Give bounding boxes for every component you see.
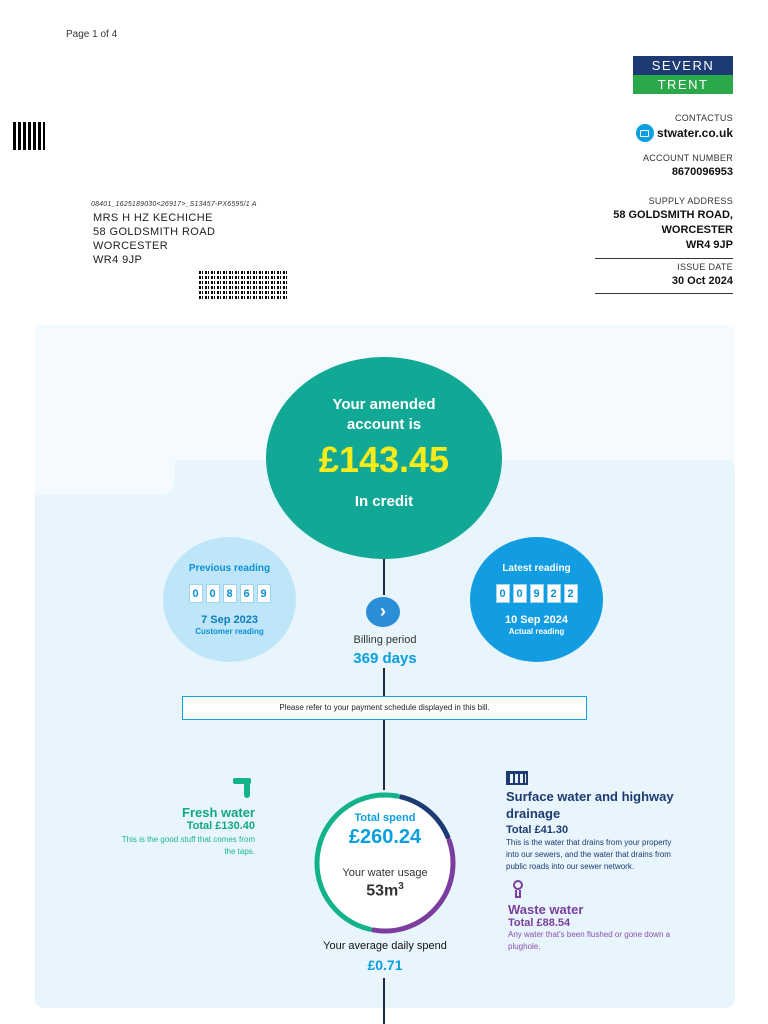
- water-usage-unit-power: 3: [398, 881, 404, 892]
- account-balance-circle: [266, 357, 502, 559]
- chevron-right-icon: ›: [366, 597, 400, 627]
- datamatrix-code: [13, 122, 45, 150]
- supply-address-label: SUPPLY ADDRESS: [648, 196, 733, 206]
- contact-label: CONTACTUS: [674, 113, 733, 123]
- contact-website[interactable]: [636, 124, 733, 142]
- description-line: Any water that's been flushed or gone down a: [508, 930, 671, 939]
- waste-water-section: [508, 880, 733, 953]
- fresh-water-total: Total £130.40: [186, 820, 255, 832]
- mailing-reference-code: 08401_1625189030<26917>_S13457-PX6595/1 A: [91, 201, 257, 208]
- meter-digit: 0: [189, 584, 203, 603]
- divider: [595, 258, 733, 259]
- meter-digit: 8: [223, 584, 237, 603]
- address-line: WORCESTER: [93, 240, 169, 252]
- title-line: drainage: [506, 806, 561, 821]
- customer-address: [93, 211, 215, 267]
- meter-digit: 9: [257, 584, 271, 603]
- fresh-water-description: [122, 834, 255, 858]
- meter-digit: 2: [564, 584, 578, 603]
- divider: [595, 293, 733, 294]
- timeline-line: [383, 668, 385, 696]
- postal-barcode: [199, 271, 287, 301]
- previous-reading-digits: [163, 584, 296, 603]
- balance-heading-line: account is: [346, 416, 422, 433]
- toilet-icon: [511, 880, 525, 900]
- surface-water-section: [506, 771, 731, 873]
- address-line: WR4 9JP: [93, 254, 143, 266]
- meter-digit: 6: [240, 584, 254, 603]
- spend-donut-ring: [310, 788, 460, 938]
- water-usage-label: Your water usage: [342, 867, 428, 879]
- fresh-water-title: Fresh water: [182, 805, 255, 820]
- page-number: Page 1 of 4: [66, 29, 118, 40]
- balance-status: In credit: [354, 493, 414, 510]
- surface-water-description: [506, 837, 731, 873]
- panel-notch: [35, 325, 175, 495]
- spend-donut: [310, 788, 460, 938]
- issue-date: 30 Oct 2024: [671, 275, 733, 287]
- previous-reading-type: Customer reading: [195, 627, 264, 636]
- meter-digit: 9: [530, 584, 544, 603]
- billing-period-label: Billing period: [353, 634, 417, 646]
- meter-digit: 2: [547, 584, 561, 603]
- address-line: MRS H HZ KECHICHE: [93, 212, 213, 224]
- billing-period-value: 369 days: [353, 650, 417, 667]
- issue-date-label: ISSUE DATE: [677, 262, 733, 272]
- latest-reading-type: Actual reading: [508, 627, 565, 636]
- previous-reading-circle: [163, 537, 296, 662]
- water-usage-value: [310, 881, 460, 900]
- waste-water-total: Total £88.54: [508, 917, 571, 929]
- previous-reading-title: Previous reading: [188, 563, 271, 574]
- total-spend-label: Total spend: [354, 812, 416, 824]
- average-daily-spend-value: £0.71: [367, 957, 403, 973]
- severn-trent-logo: [633, 56, 733, 94]
- meter-digit: 0: [206, 584, 220, 603]
- drain-icon: [506, 771, 528, 785]
- meter-digit: 0: [513, 584, 527, 603]
- address-line: 58 GOLDSMITH ROAD: [93, 226, 216, 238]
- average-daily-spend-label: Your average daily spend: [323, 940, 447, 952]
- balance-heading-line: Your amended: [332, 396, 436, 413]
- description-line: into our sewers, and the water that drains from: [506, 850, 671, 859]
- latest-reading-date: 10 Sep 2024: [505, 614, 568, 626]
- timeline-line: [383, 555, 385, 595]
- account-number-label: ACCOUNT NUMBER: [642, 153, 733, 163]
- description-line: This is the good stuff that comes from: [121, 835, 255, 844]
- description-line: the taps.: [224, 847, 255, 856]
- balance-heading: [266, 395, 502, 435]
- payment-schedule-notice: Please refer to your payment schedule displayed in this bill.: [182, 696, 587, 720]
- supply-address: [613, 208, 733, 253]
- supply-address-line: 58 GOLDSMITH ROAD,: [613, 209, 733, 221]
- water-usage-number: 53m: [366, 882, 399, 900]
- description-line: This is the water that drains from your property: [506, 838, 672, 847]
- logo-line-2: TRENT: [633, 75, 733, 94]
- latest-reading-digits: [470, 584, 603, 603]
- timeline-line: [383, 720, 385, 790]
- previous-reading-date: 7 Sep 2023: [201, 614, 258, 626]
- logo-line-1: SEVERN: [633, 56, 733, 75]
- timeline-line: [383, 978, 385, 1024]
- balance-amount: £143.45: [318, 439, 450, 480]
- waste-water-title: Waste water: [508, 902, 584, 917]
- website-link[interactable]: stwater.co.uk: [656, 126, 733, 140]
- surface-water-total: Total £41.30: [506, 824, 569, 836]
- waste-water-description: [508, 929, 733, 953]
- web-icon: [636, 124, 654, 142]
- fresh-water-section: [122, 778, 255, 858]
- supply-address-line: WORCESTER: [661, 224, 733, 236]
- surface-water-title: [506, 788, 731, 822]
- account-number: 8670096953: [671, 166, 733, 178]
- total-spend-value: £260.24: [348, 826, 422, 848]
- latest-reading-circle: [470, 537, 603, 662]
- meter-digit: 0: [496, 584, 510, 603]
- description-line: public roads into our sewer network.: [506, 862, 635, 871]
- tap-icon: [231, 778, 255, 798]
- description-line: plughole.: [508, 942, 541, 951]
- latest-reading-title: Latest reading: [502, 563, 571, 574]
- supply-address-line: WR4 9JP: [685, 239, 733, 251]
- title-line: Surface water and highway: [506, 789, 674, 804]
